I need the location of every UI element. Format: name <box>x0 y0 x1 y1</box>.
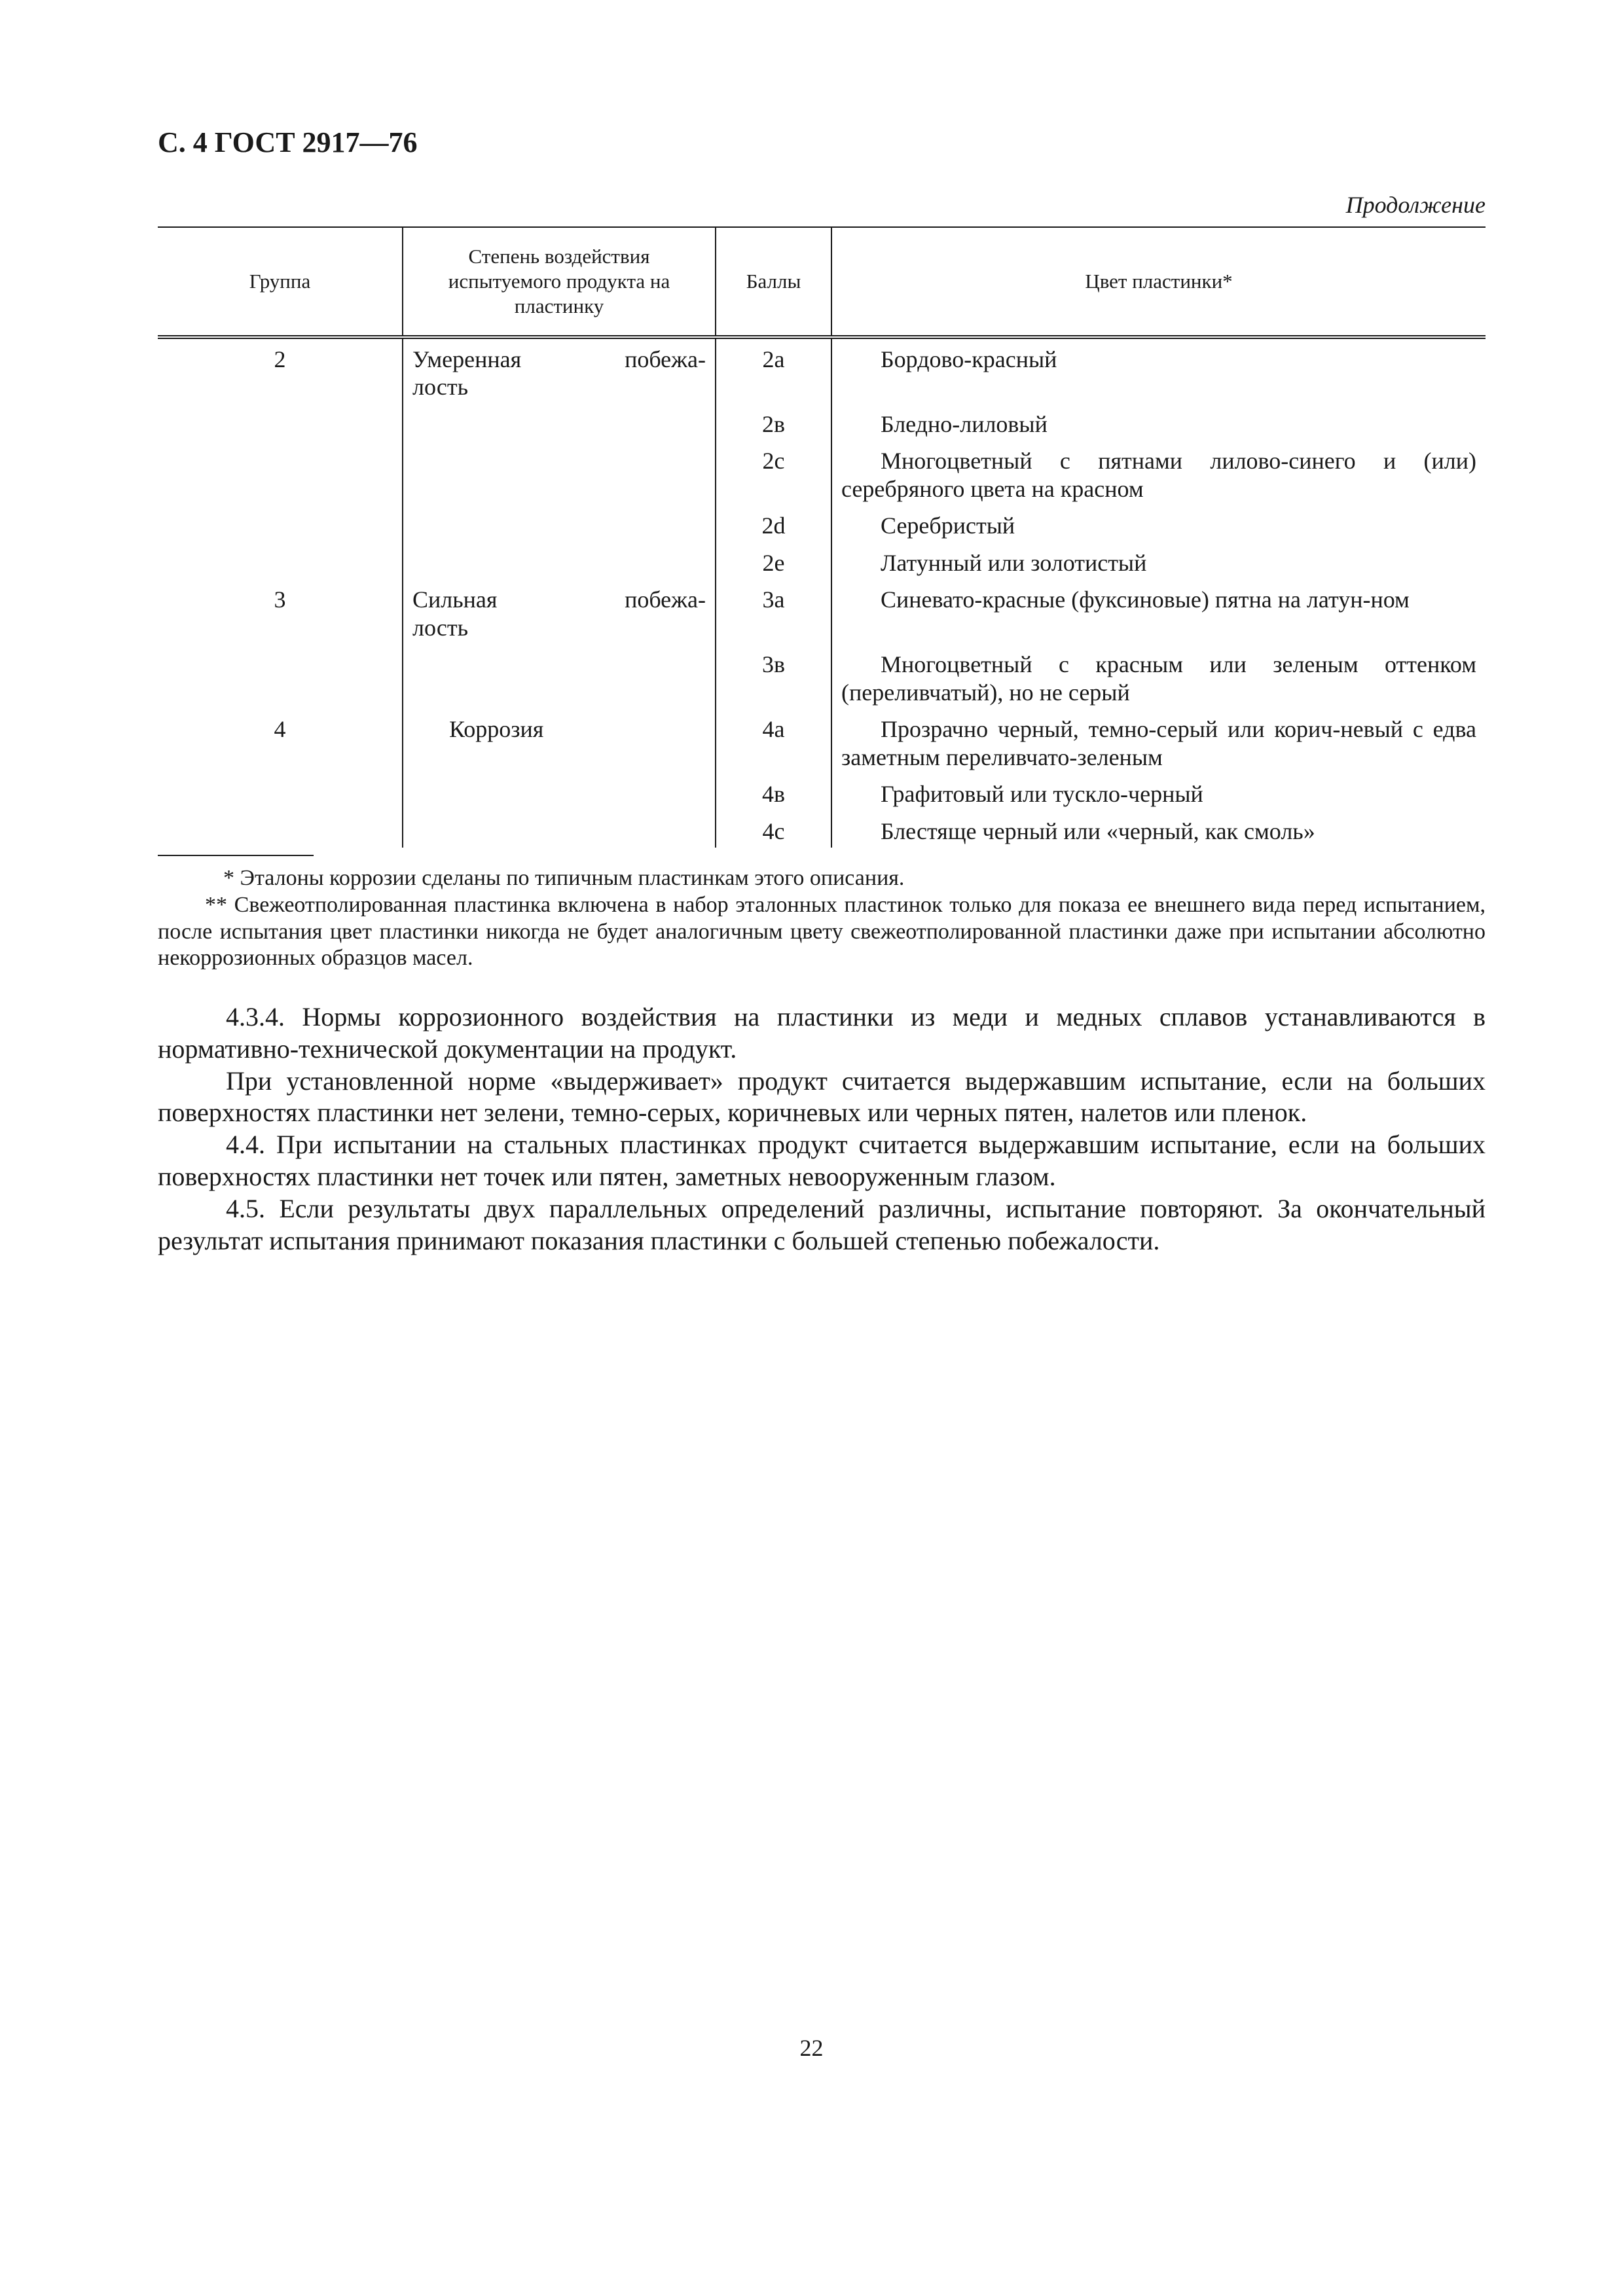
cell-color <box>831 404 1486 440</box>
cell-degree <box>403 811 716 848</box>
cell-color <box>831 505 1486 542</box>
table-row <box>158 644 1486 709</box>
color-text: Бордово-красный <box>881 346 1057 372</box>
table-row <box>158 404 1486 440</box>
cell-color <box>831 579 1486 644</box>
cell-degree <box>403 579 716 644</box>
table-row <box>158 543 1486 579</box>
table-row <box>158 440 1486 505</box>
cell-color <box>831 644 1486 709</box>
table-row <box>158 811 1486 848</box>
cell-group <box>158 543 403 579</box>
page-number: 22 <box>799 2035 824 2061</box>
cell-score: 4в <box>716 774 831 810</box>
paragraph: 4.4. При испытании на стальных пластинках продукт считается выдержавшим испытание, если на больших поверхностях пластинки нет точек или пятен, заметных невооруженным глазом. <box>158 1130 1486 1191</box>
degree-line: лость <box>412 614 468 641</box>
cell-score: 2d <box>716 505 831 542</box>
cell-group: 2 <box>274 346 286 372</box>
color-text: Многоцветный с красным или зеленым оттенком (переливчатый), но не серый <box>841 651 1476 706</box>
cell-score: 2e <box>716 543 831 579</box>
cell-group: 3 <box>274 586 286 613</box>
table-header-row <box>158 227 1486 337</box>
table-header <box>158 227 1486 337</box>
paragraph: 4.5. Если результаты двух параллельных определений различны, испытание повторяют. За окончательный результат испытания принимают показания пластинки с большей степенью побежалости. <box>158 1193 1486 1255</box>
degree-line: Коррозия <box>449 716 544 743</box>
header-color: Цвет пластинки* <box>831 227 1486 337</box>
cell-group <box>158 774 403 810</box>
cell-degree <box>403 709 716 774</box>
cell-group <box>158 404 403 440</box>
color-text: Прозрачно черный, темно-серый или корич-невый с едва заметным переливчато-зеленым <box>841 716 1476 770</box>
color-text: Латунный или золотистый <box>881 549 1147 576</box>
color-text: Многоцветный с пятнами лилово-синего и (или) серебряного цвета на красном <box>841 448 1476 502</box>
color-text: Синевато-красные (фуксиновые) пятна на латун-ном <box>881 586 1410 613</box>
table-row <box>158 709 1486 774</box>
degree-line: Сильная побежа- <box>412 586 706 613</box>
cell-degree <box>403 440 716 505</box>
cell-group <box>158 811 403 848</box>
color-text: Графитовый или тускло-черный <box>881 781 1203 808</box>
cell-degree <box>403 543 716 579</box>
cell-color <box>831 774 1486 810</box>
table-row <box>158 579 1486 644</box>
cell-score: 4c <box>716 811 831 848</box>
degree-line: Умеренная побежа- <box>412 346 706 372</box>
header-degree: Степень воздействия испытуемого продукта на пластинку <box>403 227 716 337</box>
degree-line: лость <box>412 374 468 401</box>
cell-group <box>158 505 403 542</box>
cell-degree <box>403 337 716 404</box>
cell-score: 3a <box>716 579 831 644</box>
cell-score: 3в <box>716 644 831 709</box>
footnote-separator <box>158 855 314 856</box>
body-text <box>158 1001 1486 1257</box>
color-text: Блестяще черный или «черный, как смоль» <box>881 817 1315 844</box>
continuation-label: Продолжение <box>1345 192 1486 218</box>
cell-score: 2a <box>716 337 831 404</box>
table-row <box>158 505 1486 542</box>
footnote: ** Свежеотполированная пластинка включена в набор эталонных пластинок только для показа ее внешнего вида перед испытанием, после испытания цвет пластинки никогда не будет аналогичным цвету свежеотполированной пластинки даже при испытании абсолютно некоррозионных образцов масел. <box>158 892 1486 971</box>
paragraph: При установленной норме «выдерживает» продукт считается выдержавшим испытание, если на больших поверхностях пластинки нет зелени, темно-серых, коричневых или черных пятен, налетов или пленок. <box>158 1066 1486 1128</box>
page-header: С. 4 ГОСТ 2917—76 <box>158 126 418 158</box>
table-row <box>158 337 1486 404</box>
header-score: Баллы <box>716 227 831 337</box>
cell-color <box>831 337 1486 404</box>
cell-color <box>831 811 1486 848</box>
cell-degree <box>403 404 716 440</box>
table-row <box>158 774 1486 810</box>
paragraph: 4.3.4. Нормы коррозионного воздействия на пластинки из меди и медных сплавов устанавливаются в нормативно-технической документации на продукт. <box>158 1002 1486 1064</box>
cell-color <box>831 709 1486 774</box>
cell-group: 4 <box>274 716 286 743</box>
cell-degree <box>403 774 716 810</box>
cell-degree <box>403 644 716 709</box>
cell-degree <box>403 505 716 542</box>
footnotes <box>158 865 1486 972</box>
cell-group <box>158 644 403 709</box>
corrosion-table <box>158 226 1486 848</box>
color-text: Серебристый <box>881 512 1015 539</box>
cell-color <box>831 440 1486 505</box>
table-body <box>158 337 1486 848</box>
color-text: Бледно-лиловый <box>881 410 1048 437</box>
header-group: Группа <box>158 227 403 337</box>
cell-group <box>158 440 403 505</box>
cell-score: 2в <box>716 404 831 440</box>
cell-color <box>831 543 1486 579</box>
cell-score: 2c <box>716 440 831 505</box>
footnote: * Эталоны коррозии сделаны по типичным пластинкам этого описания. <box>223 866 905 890</box>
cell-score: 4a <box>716 709 831 774</box>
